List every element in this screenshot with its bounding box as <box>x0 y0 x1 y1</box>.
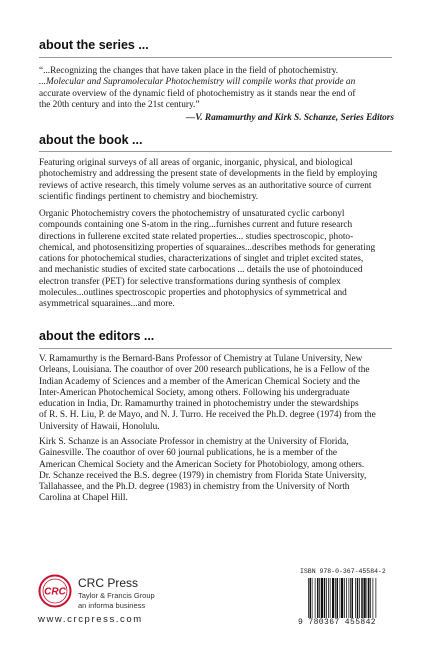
series-signature: —V. Ramamurthy and Kirk S. Schanze, Series Editors <box>185 113 394 123</box>
series-quote-line: “...Recognizing the changes that have taken place in the field of photochemistry. <box>39 66 339 76</box>
publisher-group: Taylor & Francis Group <box>78 591 155 600</box>
isbn-label: ISBN 978-0-367-45584-2 <box>300 568 386 575</box>
barcode-digits: 9 780367 455842 <box>298 618 377 627</box>
editor-bio-line: Indian Academy of Sciences and a member of the American Chemical Society and the <box>39 376 360 387</box>
series-quote-line: the 20th century and into the 21st century.” <box>39 99 200 110</box>
book-description-line: molecules...outlines spectroscopic properties and photophysics of symmetrical and <box>39 288 347 299</box>
book-description-line: cations for photochemical studies, characterizations of singlet and triplet excited states, <box>39 254 364 265</box>
publisher-url: www.crcpress.com <box>38 614 143 625</box>
book-description-line: asymmetrical squaraines...and more. <box>39 299 175 310</box>
editors-divider <box>39 348 392 349</box>
editor-bio-line: University of Hawaii, Honolulu. <box>39 421 160 432</box>
book-summary-line: Featuring original surveys of all areas of organic, inorganic, physical, and biological <box>39 158 353 168</box>
crc-logo-icon <box>38 574 72 608</box>
series-divider <box>39 57 392 58</box>
editor-bio-line: Dr. Schanze received the B.S. degree (1979) in chemistry from Florida State University, <box>39 470 367 481</box>
editor-bio-line: Orleans, Louisiana. The coauthor of over 200 research publications, he is a Fellow of the <box>39 365 370 376</box>
publisher-business: an informa business <box>78 601 146 610</box>
book-description <box>39 209 394 311</box>
editor-bio-line: Gainesville. The coauthor of over 60 journal publications, he is a member of the <box>39 448 338 459</box>
editor-bio-line: Carolina at Chapel Hill. <box>39 493 128 504</box>
editor-schanze-bio <box>39 437 394 505</box>
editor-bio-line: education in India, Dr. Ramamurthy trained in photochemistry under the stewardships <box>39 399 359 410</box>
series-heading: about the series ... <box>39 38 149 52</box>
editor-bio-line: Kirk S. Schanze is an Associate Professor in chemistry at the University of Florida, <box>39 437 349 447</box>
editor-bio-line: American Chemical Society and the American Society for Photobiology, among others. <box>39 459 365 470</box>
book-description-line: directions in fullerene excited state related properties... studies spectroscopic, photo- <box>39 231 354 242</box>
editor-bio-line: Inter-American Photochemical Society, among others. Following his undergraduate <box>39 387 350 398</box>
editor-ramamurthy-bio <box>39 354 394 433</box>
publisher-name: CRC Press <box>78 576 139 590</box>
book-description-line: compounds containing one S-atom in the ring...furnishes current and future research <box>39 220 353 231</box>
crc-logo-text: CRC <box>44 586 66 598</box>
book-heading: about the book ... <box>39 133 143 147</box>
editors-heading: about the editors ... <box>39 329 155 343</box>
book-divider <box>39 151 392 152</box>
book-summary <box>39 158 394 203</box>
book-summary-line: photochemistry and addressing the present state of developments in the field by employing <box>39 169 378 180</box>
book-description-line: electron transfer (PET) for selective transformations during synthesis of complex <box>39 276 341 287</box>
editor-bio-line: Tallahassee, and the Ph.D. degree (1983) in chemistry from the University of North <box>39 482 350 493</box>
series-quote-line: accurate overview of the dynamic field of photochemistry as it stands near the end of <box>39 88 356 99</box>
editor-bio-line: of R. S. H. Liu, P. de Mayo, and N. J. Turro. He received the Ph.D. degree (1974) from the <box>39 410 376 421</box>
book-description-line: and mechanistic studies of excited state carbocations ... details the use of photoinduced <box>39 265 363 276</box>
series-quote-line: ...Molecular and Supramolecular Photochemistry will compile works that provide an <box>39 77 356 88</box>
barcode-icon <box>308 578 400 618</box>
series-quote <box>39 66 394 111</box>
book-summary-line: reviews of active research, this timely volume serves as an authoritative source of current <box>39 180 372 191</box>
book-description-line: chemical, and photosensitizing properties of squaraines...describes methods for generating <box>39 242 376 253</box>
book-description-line: Organic Photochemistry covers the photochemistry of unsaturated cyclic carbonyl <box>39 209 345 219</box>
editor-bio-line: V. Ramamurthy is the Bernard-Bans Professor of Chemistry at Tulane University, New <box>39 354 363 364</box>
book-summary-line: scientific findings pertinent to chemistry and biochemistry. <box>39 191 259 202</box>
